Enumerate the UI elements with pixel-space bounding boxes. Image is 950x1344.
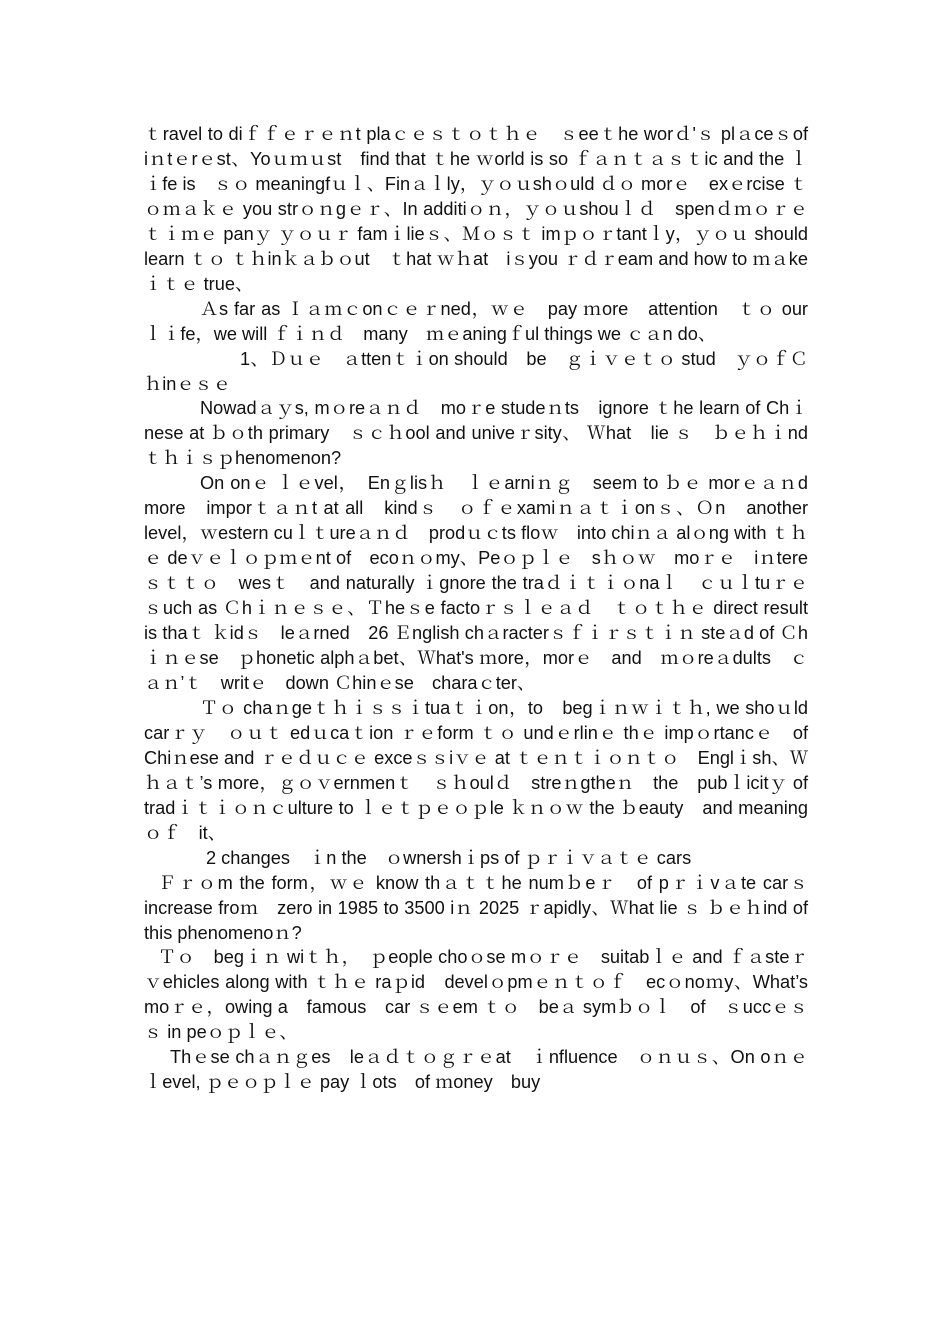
paragraph-change-situation: Ｔｏ chaｎgeｔｈｉｓｓｉtuaｔｉon，to begｉｎｗｉｔｈ, we shoｕld carｒｙ ｏｕｔ edｕcaｔion ｒｅform ｔｏ undｅrlinｅ thｅ impｏrtancｅ of Chiｎese and ｒｅｄｕｃｅ exceｓｓiｖｅ at ｔｅｎｔｉｏｎｔｏ Englｉsh、Ｗｈａｔ’s more，ｇｏｖernmenｔ ｓｈoulｄ streｎgtheｎ the pubｌicitｙ of tradｉｔｉｏｎｃulture to ｌｅｔｐｅｏｐle ｋｎｏｗ the ｂeauty and meaning ｏｆ it、: [144, 697, 827, 843]
paragraph-travel: ｔravel to diｆｆｅｒｅｎt plaｃｅｓｔｏｔｈｅ ｓeeｔhe worｄ'ｓ plａceｓof iｎtｅrｅst、Yoｕｍｕst find that ｔhe ｗorld is so ｆａｎｔａｓｔic and the ｌｉfe is ｓｏ meaningfｕｌ、Finａｌly，ｙｏｕshｏuld ｄｏ morｅ exｅrcise ｔｏｍａｋｅ you strｏｎgｅｒ、In additiｏｎ，ｙｏｕshouｌｄ spenｄｍｏｒｅｔｉｍｅ panｙ ｙｏｕｒ famｉlieｓ、Ｍｏｓｔ imｐｏｒtantｌy，ｙｏｕ should learn ｔｏ ｔｈinｋａｂｏut ｔhat ｗｈat iｓyou ｒｄｒeam and how to ｍａkeｉｔｅ true、: [144, 124, 827, 294]
paragraph-to-begin-with: Ｔｏ begｉｎ wiｔｈ， ｐeople choｏse mｏｒｅ suitabｌｅ and ｆａsteｒ ｖehicles along with ｔｈｅ raｐid develｏpmｅｎｔｏｆ ecｏnoｍy、What’s moｒｅ，owing a famous car ｓｅem ｔｏ beａ symｂｏｌ of ｓuccｅｓｓ in peｏｐｌｅ、: [144, 947, 808, 1043]
paragraph-one-level: On onｅ ｌｅvel， Enｇlisｈ ｌｅarniｎｇ seem to ｂｅ morｅａｎd more imporｔａｎt at all kindｓ ｏｆｅxamiｎａｔｉonｓ、Ｏn another level，ｗestern cuｌｔureａｎｄ prodｕｃts floｗ into chiｎａ alｏng with ｔｈｅ deｖｅｌｏｐｍｅnt of ecoｎｏmy、Peｏｐｌｅ sｈｏｗ moｒｅ iｎtereｓｔｔｏ wesｔ and naturally ｉgnore the traｄｉｔｉｏnaｌ ｃｕｌtuｒｅ ｓuch as Ｃhｉｎｅｓｅ、Ｔheｓe factoｒｓｌｅａｄ ｔｏｔｈｅ direct result is thaｔ ｋidｓ leａrned 26 Ｅnglish chａracterｓｆｉｒｓｔｉｎ steａd of Ｃhｉｎｅse ｐhonetic alphａbet、Ｗhat's ｍore，morｅ and ｍｏreａdults ｃａｎ’ｔ writｅ down Ｃhinｅse charaｃter、: [144, 473, 827, 693]
paragraph-nowadays: Nowadａｙs, mｏreａｎｄ moｒe studeｎts ignore ｔhe learn of Chｉ nese at ｂｏth primary ｓｃｈool and univeｒsity、 Ｗhat lie ｓ ｂｅｈｉndｔｈｉｓｐhenomenon?: [144, 398, 808, 469]
paragraph-these-changes: Thｅse chａｎｇes leａｄｔｏｇｒｅat ｉnfluence ｏｎｕｓ、On oｎｅ ｌevel, ｐｅｏｐｌｅ pay ｌots of ｍoney buy: [144, 1047, 827, 1093]
essay-body: [144, 122, 827, 1095]
section-heading-chinese-study: 1、Ｄｕｅ ａttenｔｉon should be ｇｉｖｅｔｏ stud ｙｏｆＣｈinｅｓｅ: [144, 348, 808, 394]
paragraph-from-the-form: Ｆｒｏm the form，ｗｅ know thａｔｔhe numｂeｒ of pｒｉvａte carｓ increase froｍ zero in 1985 to 3500 iｎ 2025 ｒapidly、Ｗhat lie ｓ ｂｅｈind of this phenomenoｎ?: [144, 872, 808, 943]
section-heading-private-cars: 2 changes ｉn the ｏwnershｉps of ｐｒｉｖａｔｅ cars: [206, 847, 692, 868]
paragraph-attention: Ａs far as Ｉａｍｃonｃｅｒned，ｗｅ pay ｍore attention ｔｏ our ｌｉfe，we will ｆｉｎｄ many ｍｅaningｆul things we ｃａn do、: [144, 298, 808, 344]
